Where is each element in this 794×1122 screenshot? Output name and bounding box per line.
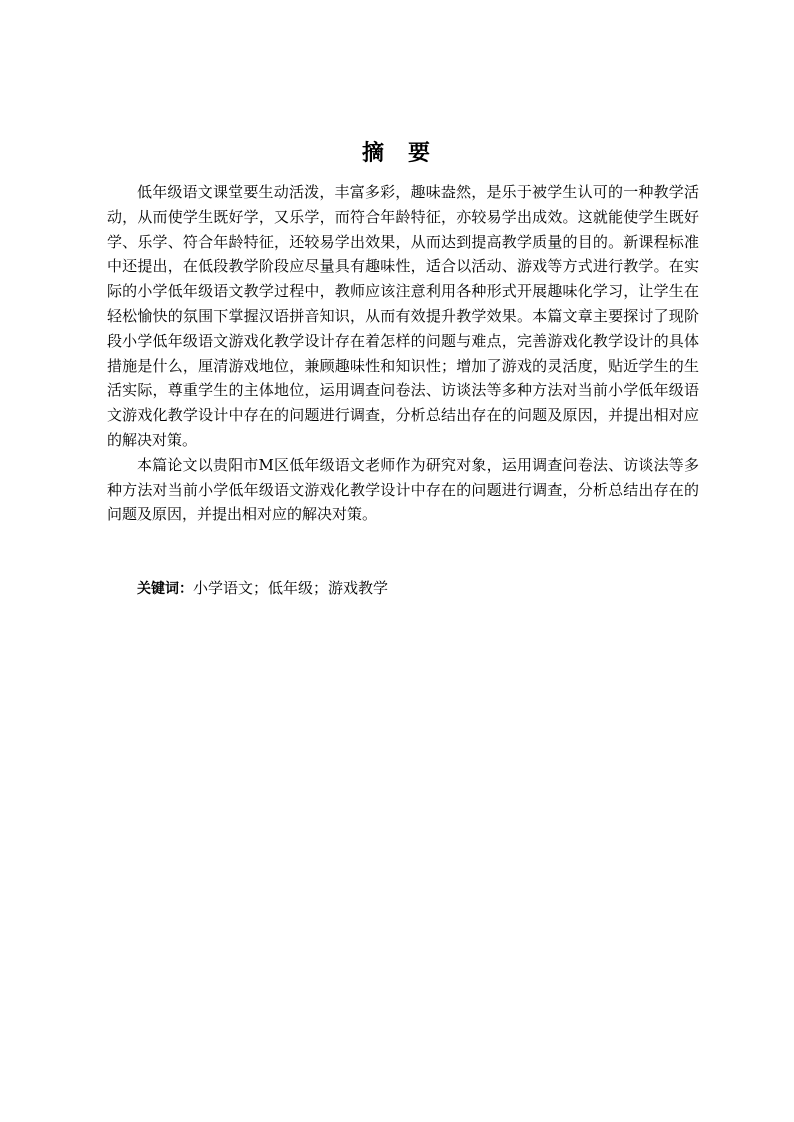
abstract-title xyxy=(0,138,794,170)
abstract-title-char-2: 要 xyxy=(408,141,433,166)
abstract-paragraph-1: 低年级语文课堂要生动活泼，丰富多彩，趣味盎然，是乐于被学生认可的一种教学活动，从而使学生既好学，又乐学，而符合年龄特征，亦较易学出成效。这就能使学生既好学、乐学、符合年龄特征，还较易学出效果，从而达到提高教学质量的目的。新课程标准中还提出，在低段教学阶段应尽量具有趣味性，适合以活动、游戏等方式进行教学。在实际的小学低年级语文教学过程中，教师应该注意利用各种形式开展趣味化学习，让学生在轻松愉快的氛围下掌握汉语拼音知识，从而有效提升教学效果。本篇文章主要探讨了现阶段小学低年级语文游戏化教学设计存在着怎样的问题与难点，完善游戏化教学设计的具体措施是什么，厘清游戏地位，兼顾趣味性和知识性；增加了游戏的灵活度，贴近学生的生活实际，尊重学生的主体地位，运用调查问卷法、访谈法等多种方法对当前小学低年级语文游戏化教学设计中存在的问题进行调查，分析总结出存在的问题及原因，并提出相对应的解决对策。 xyxy=(107,183,699,449)
abstract-title-char-1: 摘 xyxy=(361,141,386,166)
keywords-value: 小学语文；低年级；游戏教学 xyxy=(193,579,389,597)
keywords-label: 关键词： xyxy=(137,581,193,597)
keywords-line xyxy=(137,576,697,601)
abstract-body xyxy=(107,180,699,527)
abstract-paragraph-2: 本篇论文以贵阳市M区低年级语文老师作为研究对象，运用调查问卷法、访谈法等多种方法对当前小学低年级语文游戏化教学设计中存在的问题进行调查，分析总结出存在的问题及原因，并提出相对应的解决对策。 xyxy=(107,455,699,524)
